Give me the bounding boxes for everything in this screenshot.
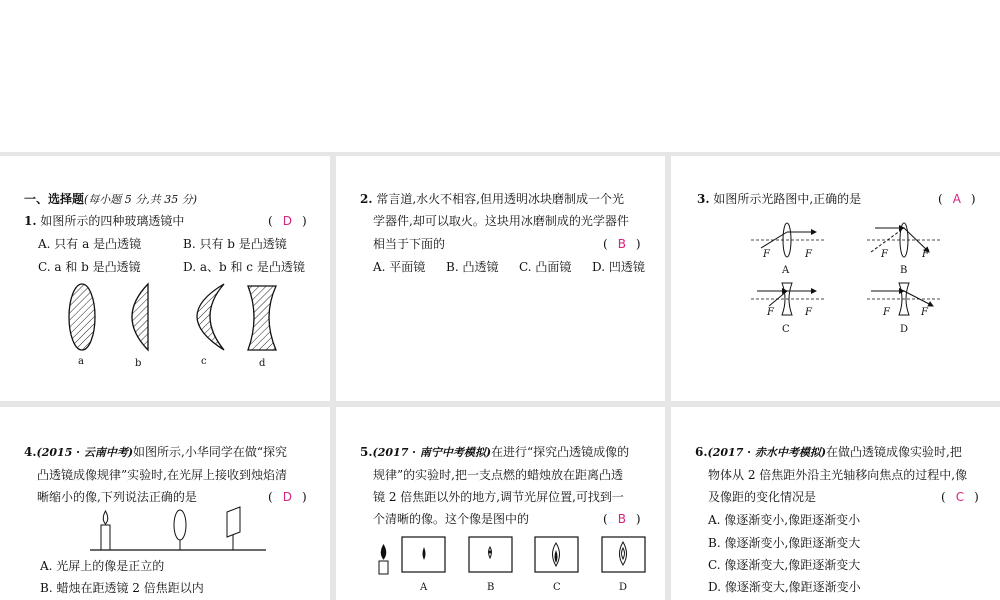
q4-option-a: A. 光屏上的像是正立的 (40, 559, 165, 573)
q3-ray-diagrams (671, 156, 1000, 401)
q5-figure-label-d: D (619, 582, 628, 593)
option-d-box (602, 537, 645, 572)
q6-line-1 (695, 441, 962, 465)
q4-line-2: 凸透镜成像规律”实验时,在光屏上接收到烛焰清 (37, 468, 287, 482)
q6-line-1-text: 在做凸透镜成像实验时,把 (826, 445, 962, 459)
diagram-b-label: B (900, 265, 908, 276)
q1-answer: D (282, 214, 292, 228)
convex-lens (174, 510, 186, 540)
diagram-c-focus-left: F (767, 307, 774, 318)
q2-option-a: A. 平面镜 (373, 260, 426, 274)
q6-option-b: B. 像逐渐变小,像距逐渐变大 (708, 536, 861, 550)
q2-answer: B (617, 237, 626, 251)
q6-answer-bracket: ( C ) (941, 490, 979, 504)
diagram-c-label: C (782, 324, 790, 335)
q2-line-1-text: 常言道,水火不相容,但用透明冰块磨制成一个光 (376, 192, 624, 206)
question-panel-5 (336, 407, 665, 600)
question-panel-6 (671, 407, 1000, 600)
section-note: (每小题 5 分,共 35 分) (84, 193, 198, 206)
q5-line-4: 个清晰的像。这个像是图中的 (373, 512, 530, 526)
diagram-d-label: D (900, 324, 909, 335)
q5-image-options-figure (336, 407, 665, 600)
q5-line-3: 镜 2 倍焦距以外的地方,调节光屏位置,可找到一 (373, 490, 624, 504)
q5-source: (2017 · 南宁中考模拟) (372, 446, 492, 459)
q1-number: 1. (24, 214, 37, 228)
diagram-d-focus-left: F (883, 307, 890, 318)
q5-figure-label-b: B (487, 582, 495, 593)
candle-flame (103, 511, 108, 524)
q6-answer: C (955, 490, 965, 504)
q1-option-c: C. a 和 b 是凸透镜 (38, 260, 141, 274)
q6-line-2: 物体从 2 倍焦距外沿主光轴移向焦点的过程中,像 (708, 468, 968, 482)
question-panel-2 (336, 156, 665, 401)
q6-option-a: A. 像逐渐变小,像距逐渐变小 (708, 513, 861, 527)
question-panel-3 (671, 156, 1000, 401)
q6-option-c: C. 像逐渐变大,像距逐渐变大 (708, 558, 861, 572)
question-panel-4 (0, 407, 330, 600)
lens-b-label: b (135, 358, 142, 369)
q3-number: 3. (697, 192, 710, 206)
section-title: 一、选择题 (24, 192, 85, 206)
diagram-b-focus-right: F (922, 249, 929, 260)
q2-option-d: D. 凹透镜 (592, 260, 645, 274)
lens-c-shape (197, 284, 224, 350)
q4-answer: D (282, 490, 292, 504)
diagram-d-focus-right: F (921, 307, 928, 318)
lens-b-shape (132, 284, 148, 350)
q5-number: 5. (360, 445, 373, 459)
q3-stem-text: 如图所示光路图中,正确的是 (713, 192, 862, 206)
q5-line-1-text: 在进行“探究凸透镜成像的 (491, 445, 630, 459)
q6-option-d: D. 像逐渐变大,像距逐渐变小 (708, 580, 861, 594)
option-a-box (402, 537, 445, 572)
q4-number: 4. (24, 445, 37, 459)
question-panel-1 (0, 156, 330, 401)
q1-answer-bracket: ( D ) (268, 214, 307, 228)
q2-answer-bracket: ( B ) (603, 237, 641, 251)
q1-option-a: A. 只有 a 是凸透镜 (38, 237, 142, 251)
q5-answer-bracket: ( B ) (603, 512, 641, 526)
q4-line-1-text: 如图所示,小华同学在做“探究 (133, 445, 287, 459)
q5-answer: B (617, 512, 626, 526)
diagram-c-focus-right: F (805, 307, 812, 318)
diagram-c (751, 283, 824, 315)
lens-a-label: a (78, 356, 84, 367)
reference-candle (379, 545, 388, 574)
q2-line-3: 相当于下面的 (373, 237, 446, 251)
diagram-b-focus-left: F (881, 249, 888, 260)
q1-option-b: B. 只有 b 是凸透镜 (183, 237, 287, 251)
q6-source: (2017 · 赤水中考模拟) (707, 446, 827, 459)
question-grid (0, 152, 1000, 600)
q1-option-d: D. a、b 和 c 是凸透镜 (183, 260, 305, 274)
diagram-a-focus-left: F (763, 249, 770, 260)
light-screen (227, 507, 240, 537)
q4-answer-bracket: ( D ) (268, 490, 307, 504)
diagram-a-label: A (782, 265, 790, 276)
q2-option-b: B. 凸透镜 (446, 260, 499, 274)
q6-line-3: 及像距的变化情况是 (708, 490, 817, 504)
lens-a-shape (69, 284, 95, 350)
q1-lens-figure (0, 156, 330, 401)
diagram-a-focus-right: F (805, 249, 812, 260)
q2-number: 2. (360, 192, 373, 206)
diagram-d (867, 283, 941, 315)
lens-d-label: d (259, 358, 266, 369)
q2-line-1 (360, 188, 624, 211)
lens-d-shape (248, 286, 276, 350)
q4-option-b: B. 蜡烛在距透镜 2 倍焦距以内 (40, 581, 204, 595)
q2-option-c: C. 凸面镜 (519, 260, 572, 274)
q5-figure-label-c: C (553, 582, 561, 593)
q2-line-2: 学器件,却可以取火。这块用冰磨制成的光学器件 (373, 214, 629, 228)
option-c-box (535, 537, 578, 572)
q4-source: (2015 · 云南中考) (36, 446, 134, 459)
q3-answer-bracket: ( A ) (938, 192, 976, 206)
q6-number: 6. (695, 445, 708, 459)
q3-answer: A (952, 192, 961, 206)
q4-line-3: 晰缩小的像,下列说法正确的是 (37, 490, 197, 504)
diagram-b (867, 223, 941, 257)
q1-stem-text: 如图所示的四种玻璃透镜中 (40, 214, 185, 228)
q5-figure-label-a: A (420, 582, 428, 593)
diagram-a (751, 223, 824, 257)
lens-c-label: c (201, 356, 207, 367)
candle (101, 525, 110, 550)
q5-line-2: 规律”的实验时,把一支点燃的蜡烛放在距离凸透 (373, 468, 623, 482)
option-b-box (469, 537, 512, 572)
